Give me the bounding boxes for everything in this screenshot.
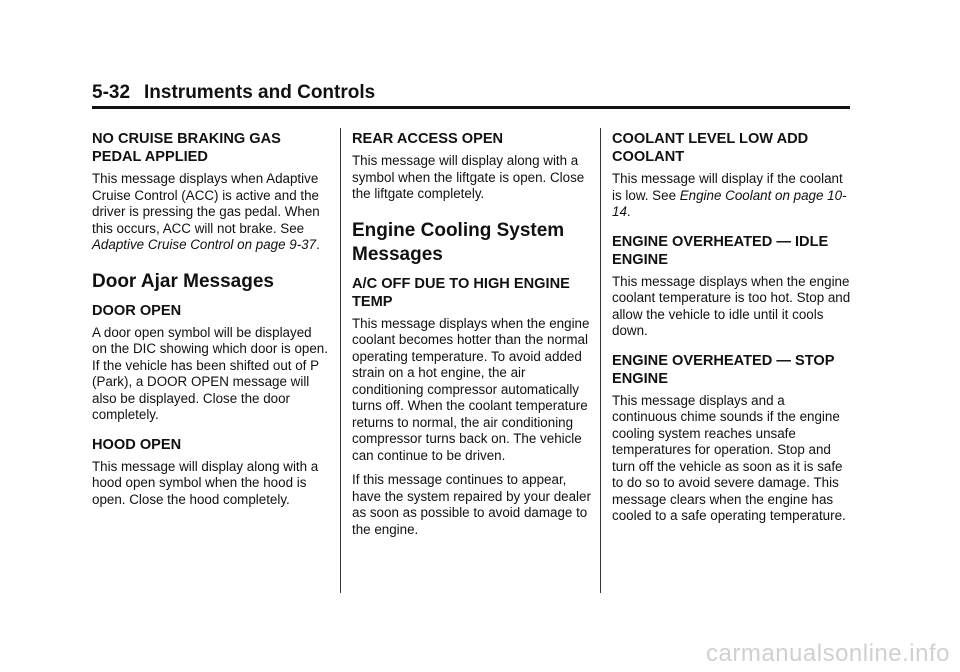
column-3 — [612, 130, 852, 533]
chapter-title: Instruments and Controls — [144, 82, 376, 103]
section-body: If this message continues to appear, have the system repaired by your dealer as soon as possible to avoid damage to the engine. — [352, 472, 591, 537]
section-heading: HOOD OPEN — [92, 436, 182, 453]
column-divider — [600, 128, 601, 593]
page-title — [92, 80, 850, 106]
section-body: This message will display if the coolant is low. See Engine Coolant on page 10-14. — [612, 171, 847, 219]
major-heading: Engine Cooling System Messages — [352, 219, 565, 265]
page-number: 5-32 — [92, 82, 131, 103]
section-body: This message will display along with a hood open symbol when the hood is open. Close the hood completely. — [92, 458, 319, 507]
section-body: A door open symbol will be displayed on the DIC showing which door is open. If the vehicle has been shifted out of P (Park), a DOOR OPEN message will also be displayed. Close the door completely. — [92, 324, 328, 422]
section-heading: COOLANT LEVEL LOW ADD COOLANT — [612, 131, 809, 165]
section-body: This message displays when Adaptive Cruise Control (ACC) is active and the driver is pressing the gas pedal. When this occurs, ACC will not brake. See Adaptive Cruise Control on page 9-37. — [92, 171, 320, 252]
page-header — [92, 80, 850, 109]
cross-reference-link[interactable]: Adaptive Cruise Control on page 9-37 — [92, 237, 317, 252]
section-body: This message displays and a continuous chime sounds if the engine cooling system reaches unsafe temperatures for operation. Stop and turn off the vehicle as soon as it is safe to do so to avoid severe damage. This message clears when the engine has cooled to a safe operating temperature. — [612, 392, 846, 523]
section-body: This message displays when the engine coolant temperature is too hot. Stop and allow the vehicle to idle until it cools down. — [612, 273, 851, 338]
section-heading: ENGINE OVERHEATED — IDLE ENGINE — [612, 233, 829, 268]
section-heading: A/C OFF DUE TO HIGH ENGINE TEMP — [352, 275, 570, 310]
section-body: This message displays when the engine coolant becomes hotter than the normal operating temperature. To avoid added strain on a hot engine, the air conditioning compressor automatically turns off. When the coolant temperature returns to normal, the air conditioning compressor turns back on. The vehicle can continue to be driven. — [352, 315, 590, 463]
watermark: carmanualsonline.info — [706, 640, 950, 667]
column-2 — [352, 130, 592, 546]
column-divider — [340, 128, 341, 593]
section-heading: DOOR OPEN — [92, 302, 182, 319]
header-rule — [92, 106, 850, 109]
section-body: This message will display along with a symbol when the liftgate is open. Close the liftgate completely. — [352, 153, 585, 201]
column-1 — [92, 130, 330, 516]
section-heading: REAR ACCESS OPEN — [352, 131, 504, 147]
section-heading: ENGINE OVERHEATED — STOP ENGINE — [612, 352, 835, 387]
section-heading: NO CRUISE BRAKING GAS PEDAL APPLIED — [92, 131, 281, 165]
cross-reference-link[interactable]: Engine Coolant on page 10-14 — [612, 187, 847, 219]
major-heading: Door Ajar Messages — [92, 270, 274, 292]
